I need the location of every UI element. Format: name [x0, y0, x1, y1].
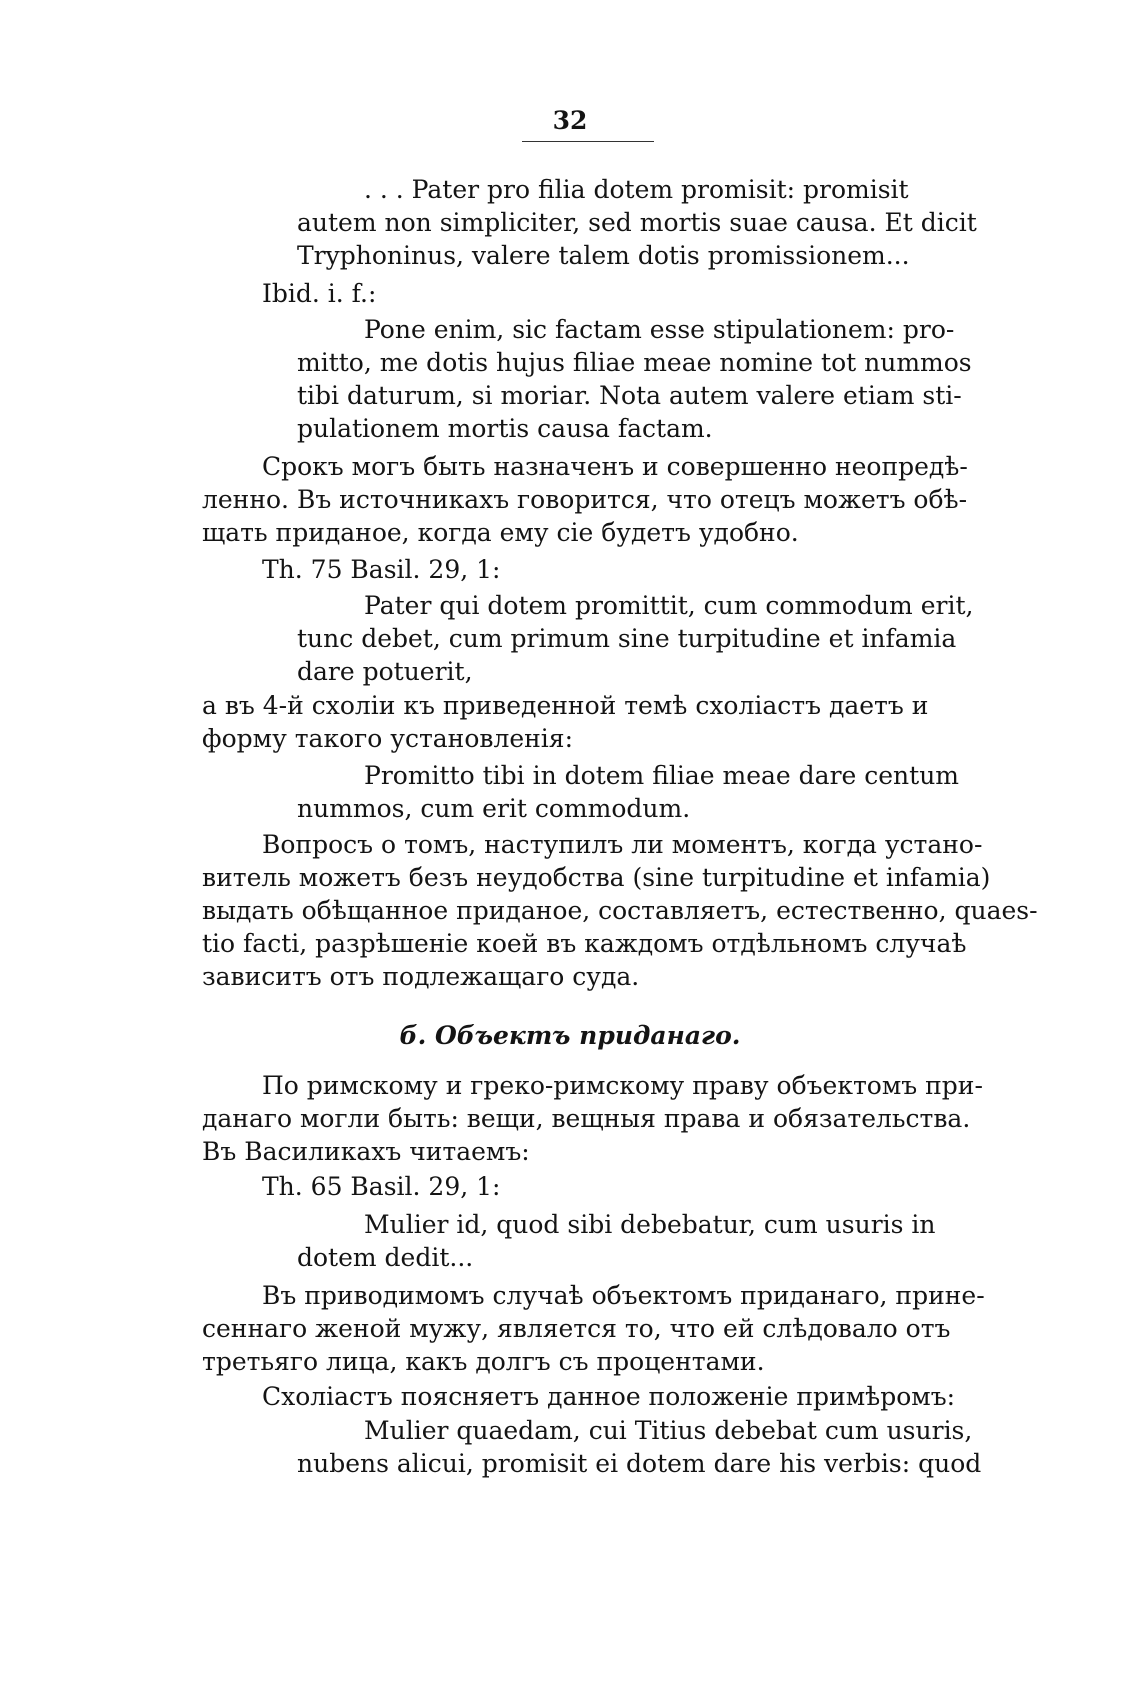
text-line: tibi daturum, si moriar. Nota autem valere etiam sti- [297, 381, 962, 410]
text-line: а въ 4-й схолiи къ приведенной темѣ схолiастъ даетъ и [202, 691, 929, 720]
text-line: Срокъ могъ быть назначенъ и совершенно неопредѣ- [262, 452, 968, 481]
text-line: третьяго лица, какъ долгъ съ процентами. [202, 1347, 765, 1376]
text-line: mitto, me dotis hujus filiae meae nomine tot nummos [297, 348, 972, 377]
paragraph-scholia [202, 689, 992, 755]
text-line: щать приданое, когда ему сiе будетъ удобно. [202, 518, 799, 547]
text-line: выдать обѣщанное приданое, составляетъ, естественно, quaes- [202, 896, 1038, 925]
text-line: Вопросъ о томъ, наступилъ ли моментъ, когда устано- [262, 830, 983, 859]
paragraph-srok [202, 450, 992, 549]
quote-mulier-id [297, 1208, 987, 1274]
text-line: . . . Pater pro filia dotem promisit: promisit [364, 175, 909, 204]
paragraph-po-rimskomu [202, 1069, 992, 1168]
text-line: Mulier id, quod sibi debebatur, cum usuris in [364, 1210, 936, 1239]
text-line: nubens alicui, promisit ei dotem dare his verbis: quod [297, 1449, 982, 1478]
text-line: Въ Василикахъ читаемъ: [202, 1137, 530, 1166]
text-line: dare potuerit, [297, 657, 473, 686]
source-reference: Ibid. i. f.: [262, 279, 377, 308]
quote-pater-qui-dotem [297, 589, 987, 688]
source-reference: Th. 75 Basil. 29, 1: [262, 555, 501, 584]
text-line: Pone enim, sic factam esse stipulationem: pro- [364, 315, 955, 344]
text-line: Въ приводимомъ случаѣ объектомъ приданаго, прине- [262, 1281, 985, 1310]
paragraph-vopros [202, 828, 1038, 993]
paragraph-scholiast [202, 1380, 992, 1413]
quote-mulier-quaedam [297, 1414, 987, 1480]
text-line: tio facti, разрѣшенiе коей въ каждомъ отдѣльномъ случаѣ [202, 929, 967, 958]
text-line: nummos, cum erit commodum. [297, 794, 691, 823]
text-line: pulationem mortis causa factam. [297, 414, 713, 443]
section-heading: б. Объектъ приданаго. [399, 1021, 741, 1050]
page-number: 32 [552, 106, 588, 135]
page-number-rule [522, 141, 654, 142]
quote-pone-enim [297, 313, 987, 445]
text-line: витель можетъ безъ неудобства (sine turpitudine et infamia) [202, 863, 991, 892]
text-line: Promitto tibi in dotem filiae meae dare centum [364, 761, 960, 790]
text-line: tunc debet, cum primum sine turpitudine et infamia [297, 624, 957, 653]
quote-promitto [297, 759, 987, 825]
text-line: Tryphoninus, valere talem dotis promissionem... [297, 241, 910, 270]
quote-pater-pro-filia [297, 173, 987, 272]
text-line: Схолiастъ поясняетъ данное положенiе примѣромъ: [262, 1382, 956, 1411]
text-line: форму такого установленiя: [202, 724, 573, 753]
text-line: ленно. Въ источникахъ говорится, что отецъ можетъ обѣ- [202, 485, 968, 514]
source-reference: Th. 65 Basil. 29, 1: [262, 1172, 501, 1201]
text-line: Mulier quaedam, cui Titius debebat cum usuris, [364, 1416, 973, 1445]
text-line: По римскому и греко-римскому праву объектомъ при- [262, 1071, 983, 1100]
text-line: dotem dedit... [297, 1243, 474, 1272]
text-line: Pater qui dotem promittit, cum commodum erit, [364, 591, 974, 620]
text-line: данаго могли быть: вещи, вещныя права и обязательства. [202, 1104, 971, 1133]
text-line: сеннаго женой мужу, является то, что ей слѣдовало отъ [202, 1314, 951, 1343]
text-line: зависитъ отъ подлежащаго суда. [202, 962, 640, 991]
text-line: autem non simpliciter, sed mortis suae causa. Et dicit [297, 208, 977, 237]
paragraph-v-privodimom [202, 1279, 992, 1378]
